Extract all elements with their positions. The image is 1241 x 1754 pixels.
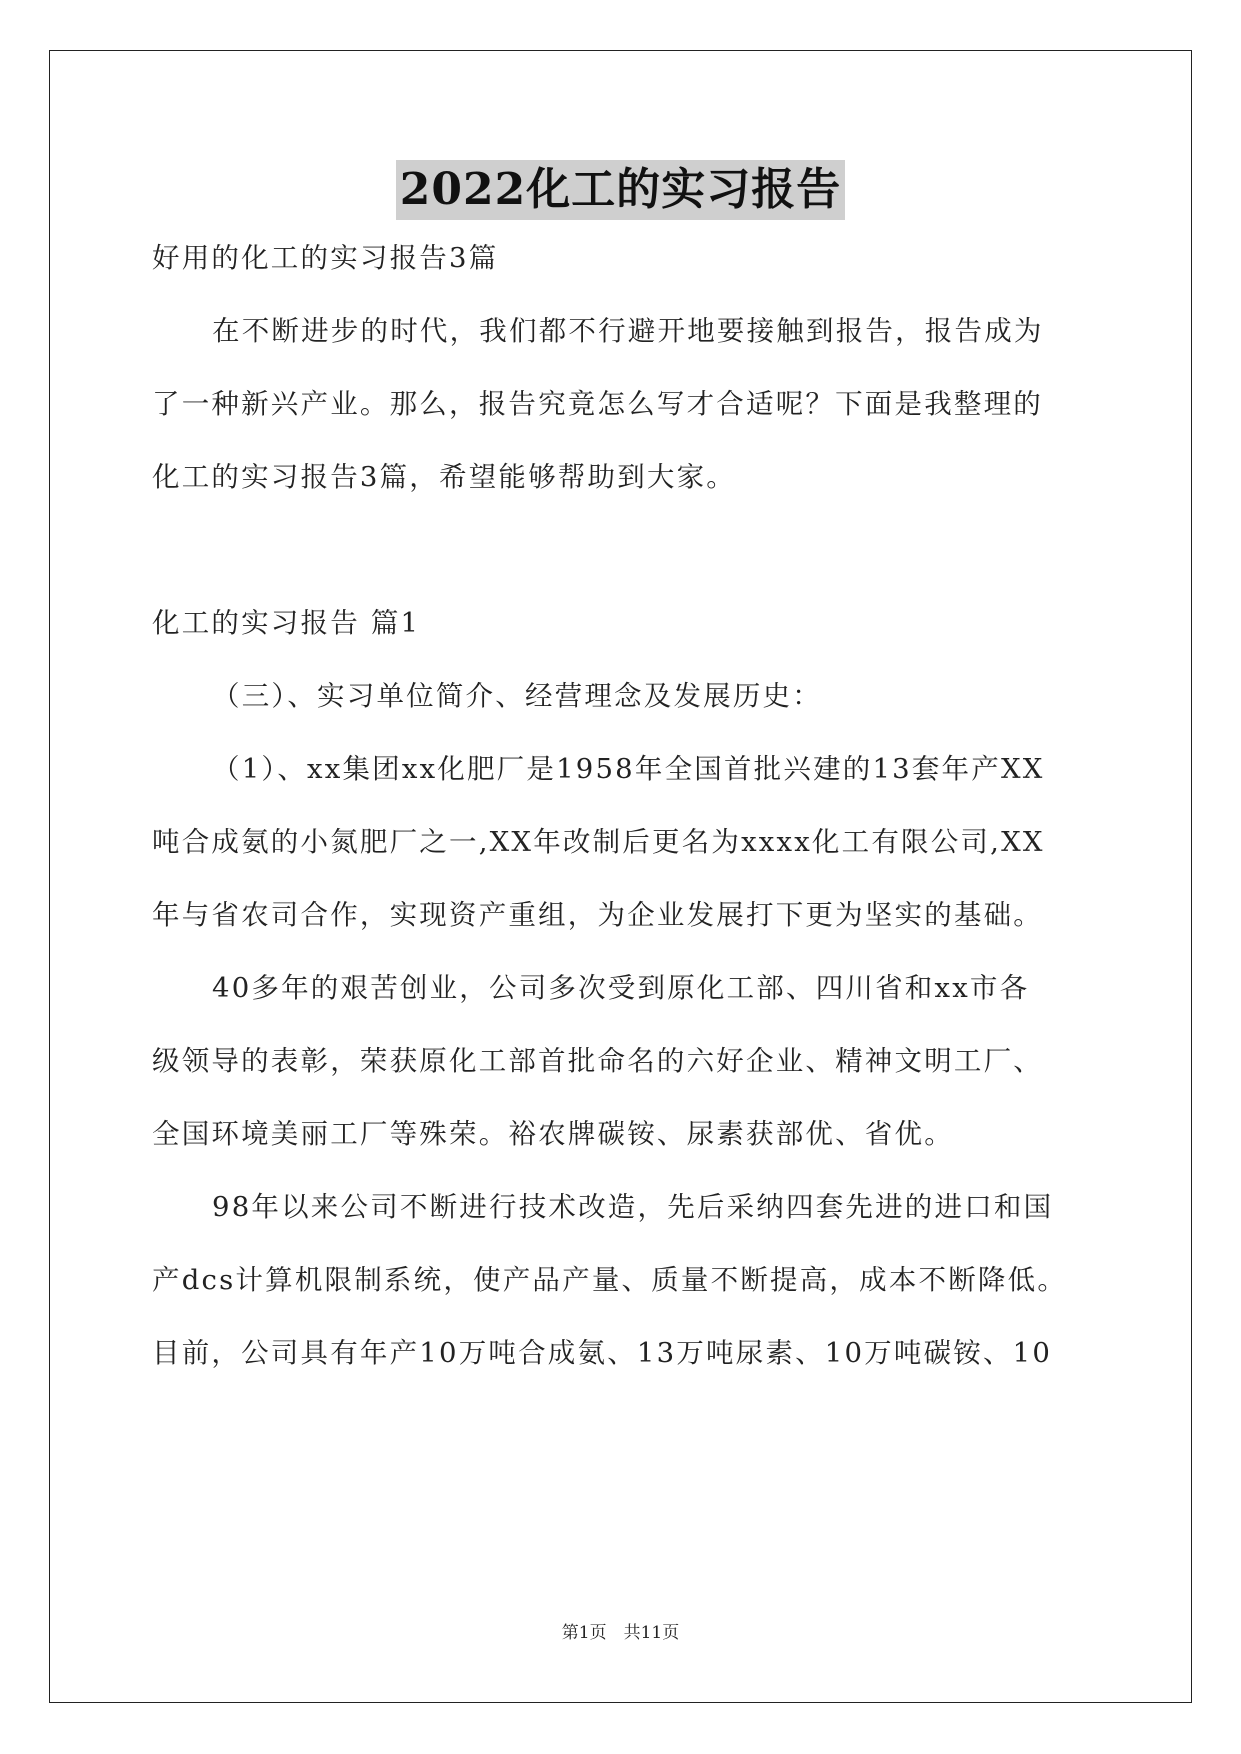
paragraph-line: 级领导的表彰，荣获原化工部首批命名的六好企业、精神文明工厂、 <box>152 1045 1043 1077</box>
paragraph-line: 目前，公司具有年产10万吨合成氨、13万吨尿素、10万吨碳铵、10 <box>152 1337 1053 1369</box>
document-subtitle: 好用的化工的实习报告3篇 <box>152 242 499 274</box>
paragraph-line: （三）、实习单位简介、经营理念及发展历史： <box>212 680 822 712</box>
paragraph-line: 化工的实习报告3篇，希望能够帮助到大家。 <box>152 461 736 493</box>
section-heading: 化工的实习报告 篇1 <box>152 607 421 639</box>
page-border <box>49 50 1192 1703</box>
paragraph-line: 98年以来公司不断进行技术改造，先后采纳四套先进的进口和国 <box>212 1191 1054 1223</box>
paragraph-line: 40多年的艰苦创业，公司多次受到原化工部、四川省和xx市各 <box>212 972 1030 1004</box>
paragraph-line: 在不断进步的时代，我们都不行避开地要接触到报告，报告成为 <box>212 315 1044 347</box>
paragraph-line: 产dcs计算机限制系统，使产品产量、质量不断提高，成本不断降低。 <box>152 1264 1068 1296</box>
title-container <box>0 160 1241 220</box>
paragraph-line: 全国环境美丽工厂等殊荣。裕农牌碳铵、尿素获部优、省优。 <box>152 1118 954 1150</box>
document-title: 2022化工的实习报告 <box>396 160 845 220</box>
paragraph-line: 吨合成氨的小氮肥厂之一,XX年改制后更名为xxxx化工有限公司,XX <box>152 826 1045 858</box>
paragraph-line: 年与省农司合作，实现资产重组，为企业发展打下更为坚实的基础。 <box>152 899 1043 931</box>
paragraph-line: 了一种新兴产业。那么，报告究竟怎么写才合适呢？下面是我整理的 <box>152 388 1043 420</box>
paragraph-line: （1）、xx集团xx化肥厂是1958年全国首批兴建的13套年产XX <box>212 753 1045 785</box>
page-footer: 第1页 共11页 <box>561 1623 680 1643</box>
